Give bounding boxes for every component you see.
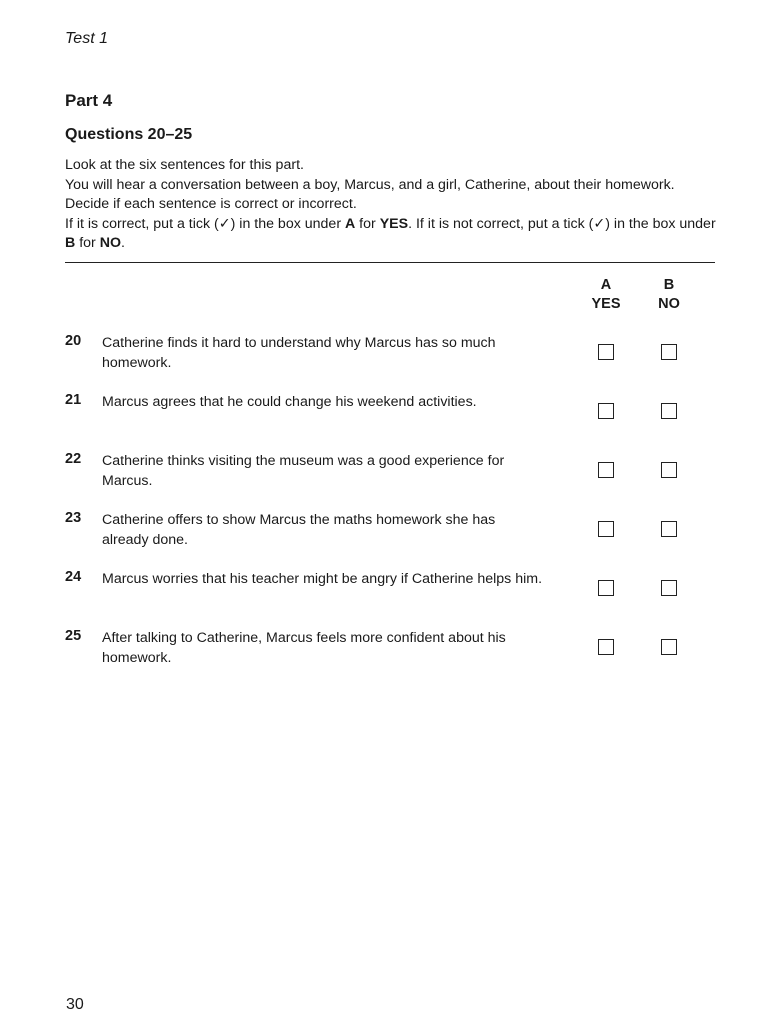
question-text: After talking to Catherine, Marcus feels more confident about his homework.: [102, 630, 506, 666]
question-row-24: [65, 569, 725, 619]
answer-box-yes[interactable]: [598, 344, 614, 360]
question-text: Marcus agrees that he could change his weekend activities.: [102, 394, 477, 410]
answer-box-yes[interactable]: [598, 580, 614, 596]
question-row-20: [65, 333, 725, 383]
answer-box-no[interactable]: [661, 639, 677, 655]
question-number: 22: [65, 451, 82, 467]
instruction-line-4: [65, 215, 725, 254]
answer-box-no[interactable]: [661, 344, 677, 360]
column-b-letter: B: [663, 277, 675, 293]
instruction-bold-b: B: [65, 235, 76, 252]
column-header-b: [644, 276, 694, 314]
column-b-label: NO: [658, 296, 680, 312]
instruction-text: for: [75, 235, 100, 252]
instructions-block: [65, 156, 725, 254]
column-a-letter: A: [600, 277, 612, 293]
divider-rule: [65, 262, 715, 263]
answer-box-no[interactable]: [661, 403, 677, 419]
answer-box-yes[interactable]: [598, 639, 614, 655]
question-row-25: [65, 628, 725, 678]
questions-range-heading: Questions 20–25: [65, 126, 193, 143]
answer-box-yes[interactable]: [598, 462, 614, 478]
instruction-line-1: Look at the six sentences for this part.: [65, 157, 304, 173]
part-title: Part 4: [65, 91, 113, 110]
instruction-text: for: [355, 215, 380, 232]
column-a-label: YES: [591, 296, 621, 312]
question-number: 20: [65, 333, 82, 349]
instruction-bold-no: NO: [99, 235, 121, 252]
page-number: 30: [66, 996, 84, 1013]
question-row-21: [65, 392, 725, 442]
question-number: 21: [65, 392, 82, 408]
answer-box-no[interactable]: [661, 462, 677, 478]
answer-box-yes[interactable]: [598, 521, 614, 537]
instruction-text: . If it is not correct, put a tick (✓) in the box under: [408, 215, 716, 232]
question-number: 25: [65, 628, 82, 644]
question-text: Marcus worries that his teacher might be angry if Catherine helps him.: [102, 571, 543, 587]
running-header: Test 1: [65, 30, 108, 47]
instruction-bold-a: A: [344, 215, 356, 232]
question-text: Catherine offers to show Marcus the maths homework she has already done.: [102, 512, 496, 548]
instruction-text: If it is correct, put a tick (✓) in the box under: [65, 215, 345, 232]
column-header-a: [581, 276, 631, 314]
answer-box-no[interactable]: [661, 521, 677, 537]
question-text: Catherine thinks visiting the museum was a good experience for Marcus.: [102, 453, 505, 489]
question-row-22: [65, 451, 725, 501]
instruction-line-3: Decide if each sentence is correct or incorrect.: [65, 196, 357, 213]
question-text: Catherine finds it hard to understand why Marcus has so much homework.: [102, 335, 496, 371]
instruction-text: .: [120, 235, 125, 252]
answer-box-yes[interactable]: [598, 403, 614, 419]
question-row-23: [65, 510, 725, 560]
question-number: 23: [65, 510, 82, 526]
instruction-line-2: You will hear a conversation between a boy, Marcus, and a girl, Catherine, about their homework.: [65, 176, 675, 193]
question-number: 24: [65, 569, 82, 585]
instruction-bold-yes: YES: [379, 215, 409, 232]
answer-box-no[interactable]: [661, 580, 677, 596]
